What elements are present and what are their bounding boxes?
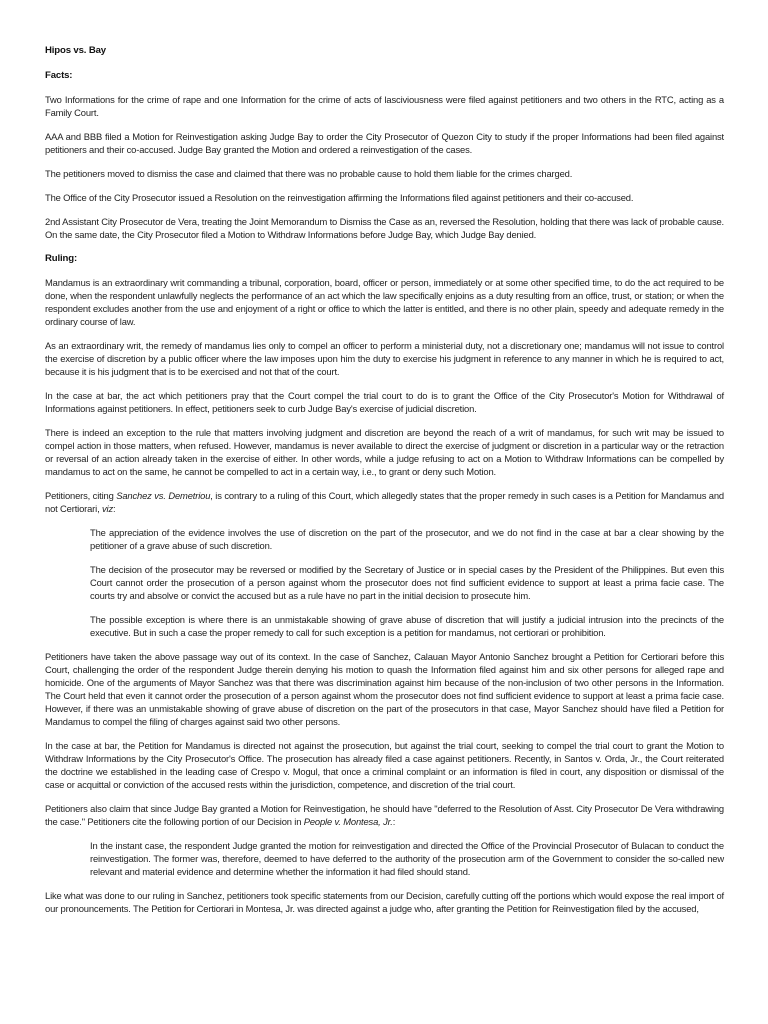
ruling-paragraph-crespo: In the case at bar, the Petition for Mandamus is directed not against the prosecution, but against the trial court, seeking to compel the trial court to grant the Motion to Withdraw Informations by the City Prosecutor's Office. The prosecution has already filed a case against petitioners. Recently, in Santos v. Orda, Jr., the Court reiterated the doctrine we established in the leading case of Crespo v. Mogul, that once a criminal complaint or an information is filed in court, any disposition or dismissal of the case or acquittal or conviction of the accused rests within the jurisdiction, competence, and discretion of the trial court. [45, 740, 724, 790]
facts-paragraph-4: The Office of the City Prosecutor issued a Resolution on the reinvestigation affirming the Informations filed against petitioners and their co-accused. [45, 192, 634, 203]
ruling-paragraph-exception: There is indeed an exception to the rule that matters involving judgment and discretion are beyond the reach of a writ of mandamus, for such writ may be issued to compel action in those matters, when refused. However, mandamus is never available to direct the exercise of judgment or discretion in a particular way or the retraction or reversal of an action already taken in the exercise of either. In other words, while a judge refusing to act on a Motion to Withdraw Informations can be compelled by mandamus to act on the same, he cannot be compelled to act in a certain way, i.e., to grant or deny such Motion. [45, 427, 724, 477]
document-title: Hipos vs. Bay [45, 45, 106, 56]
ruling-paragraph-final: Like what was done to our ruling in Sanchez, petitioners took specific statements from our Decision, carefully cutting off the portions which would expose the real import of our pronouncements. The Petition for Certiorari in Montesa, Jr. was directed against a judge who, after granting the Petition for Reinvestigation filed by the accused, [45, 890, 724, 914]
case-name-sanchez: Sanchez vs. Demetriou [116, 490, 211, 501]
ruling-paragraph-sanchez-citation [45, 489, 724, 515]
ruling-paragraph-ministerial-duty: As an extraordinary writ, the remedy of mandamus lies only to compel an officer to perform a ministerial duty, not a discretionary one; mandamus will not issue to control the exercise of discretion by a public officer where the law imposes upon him the duty to exercise his judgment in reference to any manner in which he is required to act, because it is his judgment that is to be exercised and not that of the court. [45, 340, 724, 377]
facts-paragraph-1: Two Informations for the crime of rape and one Information for the crime of acts of lasciviousness were filed against petitioners and two others in the RTC, acting as a Family Court. [45, 94, 724, 118]
ruling-paragraph-case-at-bar: In the case at bar, the act which petitioners pray that the Court compel the trial court to do is to grant the Office of the City Prosecutor's Motion for Withdrawal of Informations against petitioners. In effect, petitioners seek to curb Judge Bay's exercise of judicial discretion. [45, 390, 724, 414]
text-span: : [392, 816, 396, 827]
text-span: , is contrary to a ruling of this Court, which allegedly states that the proper remedy in such cases is a Petition for Mandamus and not Certiorari, [45, 490, 724, 514]
block-quote-3: The possible exception is where there is an unmistakable showing of grave abuse of discretion that will justify a judicial intrusion into the precincts of the executive. But in such a case the proper remedy to call for such exception is a petition for mandamus, not certiorari or prohibition. [90, 614, 724, 638]
block-quote-1: The appreciation of the evidence involves the use of discretion on the part of the prosecutor, and we do not find in the case at bar a clear showing by the petitioner of a grave abuse of such discretion. [90, 527, 724, 551]
facts-heading: Facts: [45, 70, 73, 81]
ruling-heading: Ruling: [45, 253, 77, 264]
ruling-paragraph-mandamus-definition: Mandamus is an extraordinary writ commanding a tribunal, corporation, board, officer or person, immediately or at some other specified time, to do the act required to be done, when the respondent unlawfully neglects the performance of an act which the law specifically enjoins as a duty resulting from an office, trust, or station; or when the respondent excludes another from the use and enjoyment of a right or office to which the latter is entitled, and there is no other plain, speedy and adequate remedy in the ordinary course of law. [45, 277, 724, 327]
facts-paragraph-2: AAA and BBB filed a Motion for Reinvestigation asking Judge Bay to order the City Prosecutor of Quezon City to study if the proper Informations had been filed against petitioners and their co-accused. Judge Bay granted the Motion and ordered a reinvestigation of the cases. [45, 131, 724, 155]
block-quote-4: In the instant case, the respondent Judge granted the motion for reinvestigation and directed the Office of the Provincial Prosecutor of Bulacan to conduct the reinvestigation. The former was, therefore, deemed to have deferred to the authority of the prosecution arm of the Government to consider the so-called new relevant and material evidence and determine whether the information it had filed should stand. [90, 840, 724, 877]
facts-paragraph-5: 2nd Assistant City Prosecutor de Vera, treating the Joint Memorandum to Dismiss the Case as an, reversed the Resolution, holding that there was lack of probable cause. On the same date, the City Prosecutor filed a Motion to Withdraw Informations before Judge Bay, which Judge Bay denied. [45, 216, 724, 240]
ruling-paragraph-montesa-citation [45, 802, 724, 828]
text-span: : [113, 503, 116, 514]
block-quote-2: The decision of the prosecutor may be reversed or modified by the Secretary of Justice or in special cases by the President of the Philippines. But even this Court cannot order the prosecution of a person against whom the prosecutor does not find sufficient evidence to support at least a prima facie case. The courts try and absolve or convict the accused but as a rule have no part in the initial decision to prosecute him. [90, 564, 724, 601]
text-span: Petitioners also claim that since Judge Bay granted a Motion for Reinvestigation, he should have "deferred to the Resolution of Asst. City Prosecutor De Vera withdrawing the case." Petitioners cite the following portion of our Decision in [45, 803, 724, 827]
case-name-montesa: People v. Montesa, Jr. [303, 816, 393, 827]
viz-term: viz [102, 503, 114, 514]
text-span: Petitioners, citing [45, 490, 117, 501]
ruling-paragraph-context: Petitioners have taken the above passage way out of its context. In the case of Sanchez, Calauan Mayor Antonio Sanchez brought a Petition for Certiorari before this Court, challenging the order of the respondent Judge therein denying his motion to quash the Information filed against him and six other persons for alleged rape and homicide. One of the arguments of Mayor Sanchez was that there was discrimination against him because of the non-inclusion of two other persons in the Information. The Court held that even it cannot order the prosecution of a person against whom the prosecutor does not find sufficient evidence to support at least a prima facie case. However, if there was an unmistakable showing of grave abuse of discretion on the part of the prosecutors in that case, Mayor Sanchez should have filed a Petition for Mandamus to compel the filing of charges against said two other persons. [45, 651, 724, 727]
facts-paragraph-3: The petitioners moved to dismiss the case and claimed that there was no probable cause to hold them liable for the crimes charged. [45, 168, 573, 179]
